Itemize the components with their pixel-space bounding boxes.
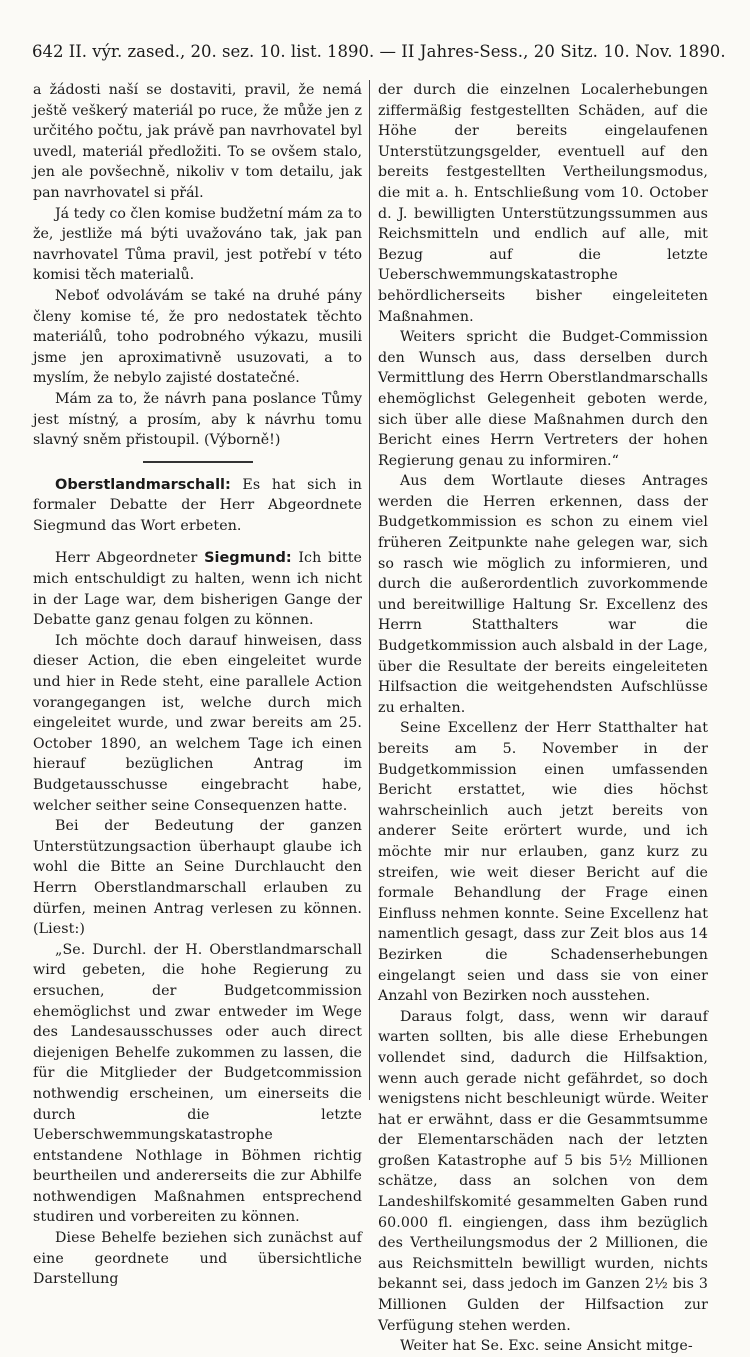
paragraph: der durch die einzelnen Localerhebungen ziffermäßig festgestellten Schäden, auf die Höhe der bereits eingelaufenen Unterstützungsgelder, eventuell auf den bereits festgestellten Vertheilungsmodus, die mit a. h. Entschließung vom 10. October d. J. bewilligten Unterstützungssummen aus Reichsmitteln und endlich auf alle, mit Bezug auf die letzte Ueberschwemmungskatastrophe behördlicherseits bisher eingeleiteten Maßnahmen. (378, 82, 708, 325)
column-divider (369, 80, 370, 1100)
paragraph: Neboť odvolávám se také na druhé pány členy komise té, že pro nedostatek těchto materiálů, toho podrobného výkazu, musili jsme jen aproximativně usuzovati, a to myslím, že nebylo zajisté dostatečné. (33, 287, 362, 387)
header-czech: 642 II. výr. zased., 20. sez. 10. list. 1890. (32, 42, 375, 61)
header-german: II Jahres-Sess., 20 Sitz. 10. Nov. 1890. (401, 42, 726, 61)
spacer (33, 536, 362, 548)
speech-text: Ich bitte mich entschuldigt zu halten, wenn ich nicht in der Lage war, dem bisherigen Gange der Debatte ganz genau folgen zu können. (33, 550, 363, 629)
header-dash: — (379, 42, 397, 61)
paragraph: Já tedy co člen komise budžetní mám za to že, jestliže má býti uvažováno tak, jak pan navrhovatel Tůma pravil, jest potřebí v této komisi těch materialů. (33, 205, 362, 284)
paragraph: Daraus folgt, dass, wenn wir darauf warten sollten, bis alle diese Erhebungen vollendet sind, dadurch die Hilfsaktion, wenn auch gerade nicht gefährdet, so doch wenigstens nicht beschleunigt würde. Weiter hat er erwähnt, dass er die Gesammtsumme der Elementarschäden nach der letzten großen Katastrophe auf 5 bis 5½ Millionen schätze, dass an solchen von dem Landeshilfskomité gesammelten Gaben rund 60.000 fl. eingiengen, dass ihm bezüglich des Vertheilungsmodus der 2 Millionen, die aus Reichsmitteln bewilligt wurden, nichts bekannt sei, dass jedoch im Ganzen 2½ bis 3 Millionen Gulden der Hilfsaction zur Verfügung stehen werden. (378, 1008, 708, 1334)
paragraph: Mám za to, že návrh pana poslance Tůmy jest místný, a prosím, aby k návrhu tomu slavný sněm přistoupil. (Výborně!) (33, 390, 362, 449)
paragraph: Seine Excellenz der Herr Statthalter hat bereits am 5. November in der Budgetkommission einen umfassenden Bericht erstattet, wie dies höchst wahrscheinlich auch jetzt bereits von anderer Seite erörtert wurde, und ich möchte mir nur erlauben, ganz kurz zu streifen, wie weit dieser Bericht auf die formale Behandlung der Frage einen Einfluss nehmen konnte. Seine Excellenz hat namentlich gesagt, dass zur Zeit blos aus 14 Bezirken die Schadenserhebungen eingelangt seien und dass sie von einer Anzahl von Bezirken noch ausstehen. (378, 720, 708, 1005)
paragraph: Weiter hat Se. Exc. seine Ansicht mitge- (400, 1338, 693, 1355)
paragraph: Bei der Bedeutung der ganzen Unterstützungsaction überhaupt glaube ich wohl die Bitte an Seine Durchlaucht den Herrn Oberstlandmarschall erlauben zu dürfen, meinen Antrag verlesen zu können. (Liest:) (33, 818, 362, 938)
paragraph: Weiters spricht die Budget-Commission den Wunsch aus, dass derselben durch Vermittlung des Herrn Oberstlandmarschalls ehemöglichst Gelegenheit geboten werde, sich über alle diese Maßnahmen durch den Bericht eines Herrn Vertreters der hohen Regierung genau zu informiren.“ (378, 329, 708, 469)
speaker-name: Siegmund: (204, 550, 292, 567)
speech-siegmund (33, 548, 362, 630)
separator-line (143, 461, 253, 463)
paragraph: Ich möchte doch darauf hinweisen, dass dieser Action, die eben eingeleitet wurde und hier in Rede steht, eine parallele Action vorangegangen ist, welche durch mich eingeleitet wurde, und zwar bereits am 25. October 1890, an welchem Tage ich einen hierauf bezüglichen Antrag im Budgetausschusse eingebracht habe, welcher seither seine Consequenzen hatte. (33, 632, 362, 814)
speaker-prefix: Herr Abgeordneter (55, 550, 198, 567)
page-header (32, 42, 726, 70)
paragraph: Aus dem Wortlaute dieses Antrages werden die Herren erkennen, dass der Budgetkommission es schon zu einem viel früheren Zeitpunkte nahe gelegen war, sich so rasch wie möglich zu informieren, und durch die außerordentlich zuvorkommende und bereitwillige Haltung Sr. Excellenz des Herrn Statthalters war die Budgetkommission auch alsbald in der Lage, über die Resultate der bereits eingeleiteten Hilfsaction die weitgehendsten Aufschlüsse zu erhalten. (378, 473, 708, 716)
speech-text: Es hat sich in formaler Debatte der Herr Abgeordnete Siegmund das Wort erbeten. (33, 476, 362, 534)
left-column (33, 80, 363, 1288)
quoted-motion: „Se. Durchl. der H. Oberstlandmarschall wird gebeten, die hohe Regierung zu ersuchen, der Budgetcommission ehemöglichst und zwar entweder im Wege des Landesausschusses oder auch direct diejenigen Behelfe zukommen zu lassen, die für die Mitglieder der Budgetcommission nothwendig erscheinen, um einerseits die durch die letzte Ueberschwemmungskatastrophe entstandene Nothlage in Böhmen richtig beurtheilen und andererseits die zur Abhilfe nothwendigen Maßnahmen entsprechend studiren und vorbereiten zu können. (33, 941, 362, 1226)
paragraph: a žádosti naší se dostaviti, pravil, že nemá ještě veškerý materiál po ruce, že může jen z určitého počtu, jak právě pan navrhovatel byl uvedl, materiál předložiti. To se ovšem stalo, jen ale povšechně, nikoliv v tom detailu, jak pan navrhovatel si přál. (33, 82, 362, 201)
speech-oberstlandmarschall (33, 475, 362, 537)
speaker-name: Oberstlandmarschall: (55, 476, 231, 493)
right-column (378, 80, 708, 1355)
paragraph: Diese Behelfe beziehen sich zunächst auf eine geordnete und übersichtliche Darstellung (33, 1230, 362, 1288)
